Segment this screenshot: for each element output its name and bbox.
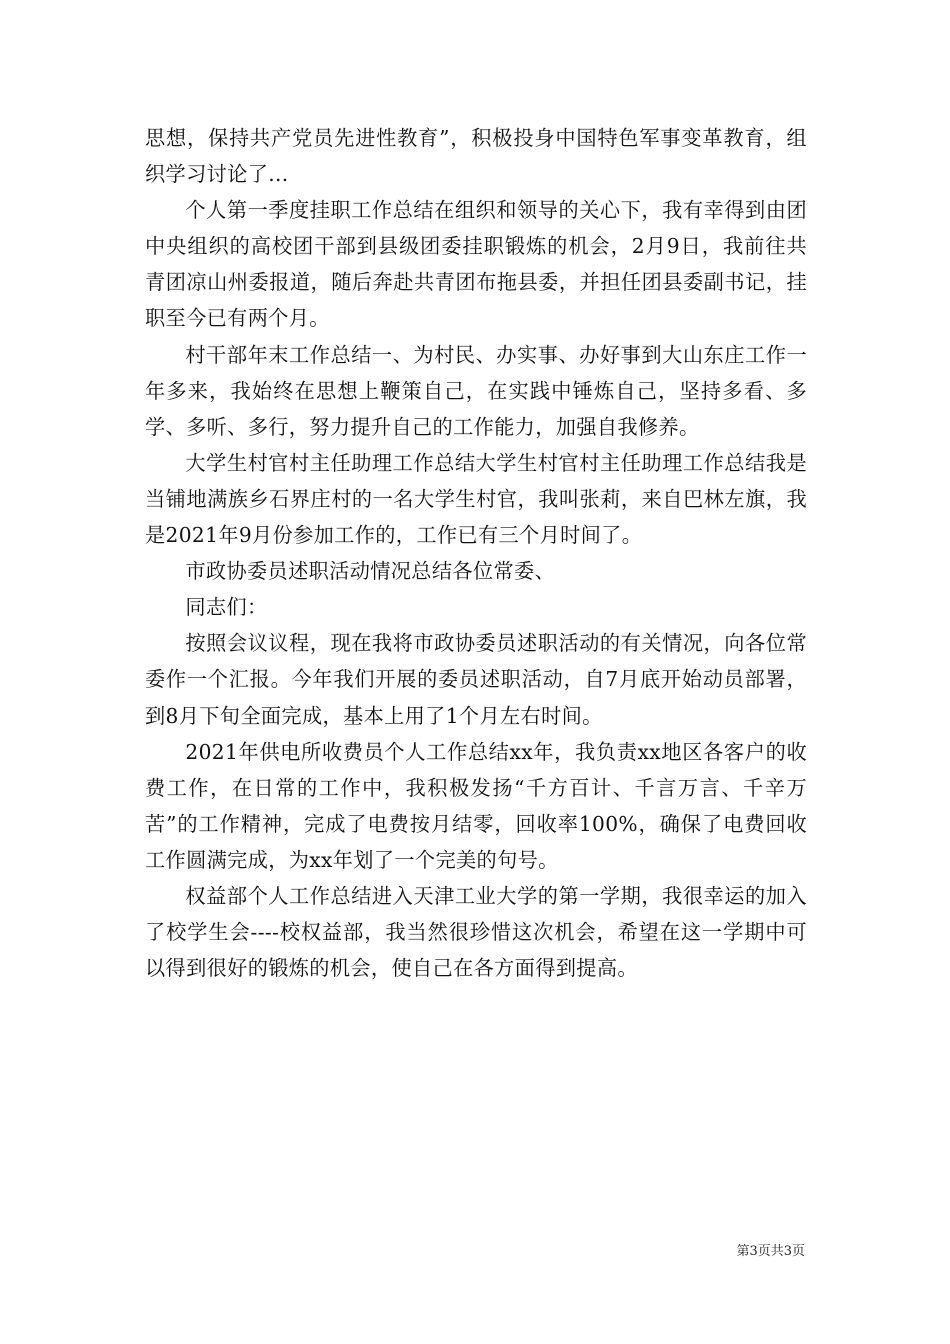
paragraph-3: 村干部年末工作总结一、为村民、办实事、办好事到大山东庄工作一年多来，我始终在思想上鞭策自己，在实践中锤炼自己，坚持多看、多学、多听、多行，努力提升自己的工作能力，加强自我修养。 <box>145 342 807 439</box>
document-body <box>145 120 807 986</box>
paragraph-1: 思想，保持共产党员先进性教育”，积极投身中国特色军事变革教育，组织学习讨论了... <box>145 126 807 187</box>
paragraph-5: 市政协委员述职活动情况总结各位常委、 <box>185 559 556 584</box>
paragraph-4: 大学生村官村主任助理工作总结大学生村官村主任助理工作总结我是当铺地满族乡石界庄村的一名大学生村官，我叫张莉，来自巴林左旗，我是2021年9月份参加工作的，工作已有三个月时间了。 <box>145 450 807 548</box>
paragraph-8: 2021年供电所收费员个人工作总结xx年，我负责xx地区各客户的收费工作，在日常的工作中，我积极发扬“千方百计、千言万言、千辛万苦”的工作精神，完成了电费按月结零，回收率100%，确保了电费回收工作圆满完成，为xx年划了一个完美的句号。 <box>145 739 807 872</box>
paragraph-7: 按照会议议程，现在我将市政协委员述职活动的有关情况，向各位常委作一个汇报。今年我们开展的委员述职活动，自7月底开始动员部署，到8月下旬全面完成，基本上用了1个月左右时间。 <box>145 631 807 728</box>
paragraph-9: 权益部个人工作总结进入天津工业大学的第一学期，我很幸运的加入了校学生会----校权益部，我当然很珍惜这次机会，希望在这一学期中可以得到很好的锻炼的机会，使自己在各方面得到提高。 <box>145 883 807 981</box>
paragraph-6: 同志们： <box>185 595 268 620</box>
page-number-footer: 第3页共3页 <box>736 1244 805 1259</box>
paragraph-2: 个人第一季度挂职工作总结在组织和领导的关心下，我有幸得到由团中央组织的高校团干部到县级团委挂职锻炼的机会，2月9日，我前往共青团凉山州委报道，随后奔赴共青团布拖县委，并担任团县委副书记，挂职至今已有两个月。 <box>145 198 807 331</box>
